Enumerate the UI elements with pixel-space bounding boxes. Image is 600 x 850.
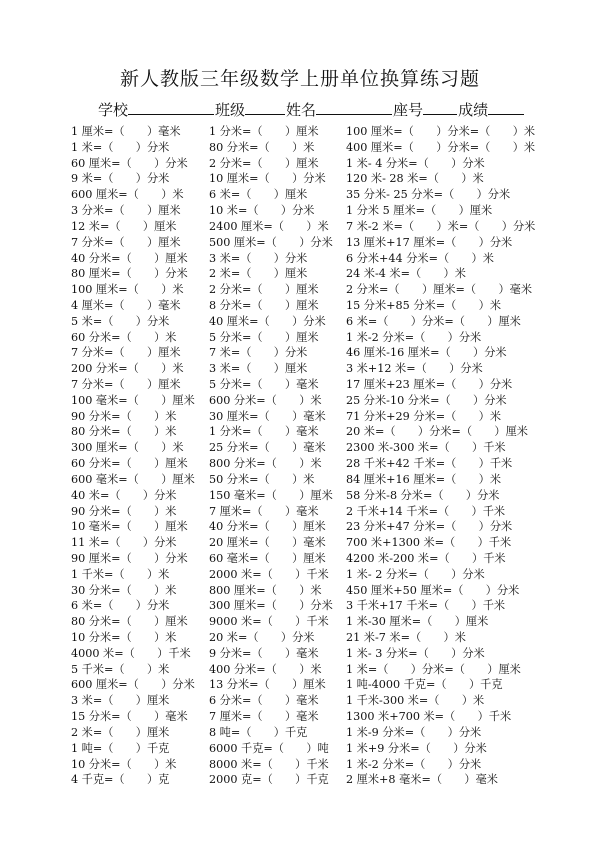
exercise-item: 4200 米-200 米=（ ）千米: [346, 551, 506, 565]
exercise-item: 4000 米=（ ）千米: [71, 646, 191, 660]
exercise-column-1: [71, 124, 195, 788]
exercise-item: 23 分米+47 分米=（ ）分米: [346, 520, 513, 534]
exercise-item: 90 分米=（ ）米: [71, 409, 177, 423]
exercise-item: 7 厘米=（ ）毫米: [209, 710, 319, 724]
exercise-item: 1 米-2 分米=（ ）分米: [346, 330, 482, 344]
exercise-item: 600 厘米=（ ）分米: [71, 678, 195, 692]
exercise-item: 1 分米 5 厘米=（ ）厘米: [346, 204, 493, 218]
exercise-item: 7 米-2 米=（ ）米=（ ）分米: [346, 219, 536, 233]
exercise-item: 58 分米-8 分米=（ ）分米: [346, 488, 500, 502]
exercise-item: 13 分米=（ ）厘米: [209, 678, 326, 692]
exercise-item: 7 厘米=（ ）毫米: [209, 504, 319, 518]
exercise-item: 6 米=（ ）分米=（ ）厘米: [346, 314, 521, 328]
exercise-item: 1 米- 4 分米=（ ）分米: [346, 156, 485, 170]
exercise-item: 8000 米=（ ）千米: [209, 757, 329, 771]
exercise-item: 10 分米=（ ）米: [71, 757, 177, 771]
exercise-item: 600 厘米=（ ）米: [71, 188, 184, 202]
exercise-item: 1 千米=（ ）米: [71, 567, 170, 581]
exercise-item: 60 厘米=（ ）分米: [71, 156, 188, 170]
exercise-item: 2000 克=（ ）千克: [209, 773, 329, 787]
exercise-item: 6000 千克=（ ）吨: [209, 741, 329, 755]
exercise-item: 4 千克=（ ）克: [71, 773, 170, 787]
exercise-item: 1300 米+700 米=（ ）千米: [346, 710, 512, 724]
exercise-item: 5 米=（ ）分米: [71, 314, 170, 328]
exercise-item: 25 分米=（ ）毫米: [209, 441, 326, 455]
exercise-item: 80 厘米=（ ）分米: [71, 267, 188, 281]
exercise-item: 1 分米=（ ）厘米: [209, 125, 319, 138]
exercise-item: 12 米=（ ）厘米: [71, 219, 177, 233]
exercise-item: 800 厘米=（ ）米: [209, 583, 322, 597]
seat-label: 座号: [393, 101, 424, 119]
exercise-item: 60 毫米=（ ）厘米: [209, 551, 326, 565]
exercise-item: 20 米=（ ）分米=（ ）厘米: [346, 425, 528, 439]
exercise-item: 4 厘米=（ ）毫米: [71, 298, 181, 312]
exercise-item: 21 米-7 米=（ ）米: [346, 631, 466, 644]
exercise-item: 40 分米=（ ）厘米: [71, 251, 188, 265]
exercise-item: 24 米-4 米=（ ）米: [346, 267, 466, 281]
exercise-item: 2 分米=（ ）厘米: [209, 283, 319, 297]
exercise-item: 11 米=（ ）分米: [71, 536, 177, 550]
exercise-item: 71 分米+29 分米=（ ）米: [346, 409, 502, 423]
exercise-item: 1 吨-4000 千克=（ ）千克: [346, 678, 503, 692]
exercise-item: 5 分米=（ ）厘米: [209, 330, 319, 344]
exercise-item: 90 厘米=（ ）分米: [71, 551, 188, 565]
exercise-item: 1 米+9 分米=（ ）分米: [346, 741, 487, 755]
exercise-item: 13 厘米+17 厘米=（ ）分米: [346, 235, 513, 249]
exercise-item: 10 米=（ ）分米: [209, 204, 315, 218]
exercise-item: 450 厘米+50 厘米=（ ）分米: [346, 583, 520, 597]
exercise-item: 15 分米+85 分米=（ ）米: [346, 298, 502, 312]
exercise-item: 500 厘米=（ ）分米: [209, 235, 333, 249]
name-field[interactable]: [316, 99, 392, 115]
exercise-item: 6 分米=（ ）毫米: [209, 694, 319, 708]
exercise-item: 30 厘米=（ ）毫米: [209, 409, 326, 423]
exercise-item: 300 厘米=（ ）米: [71, 441, 184, 455]
exercise-item: 17 厘米+23 厘米=（ ）分米: [346, 378, 513, 391]
exercise-item: 1 厘米=（ ）毫米: [71, 125, 181, 138]
exercise-item: 46 厘米-16 厘米=（ ）分米: [346, 346, 507, 360]
exercise-item: 60 分米=（ ）厘米: [71, 457, 188, 471]
exercise-item: 80 分米=（ ）米: [209, 140, 315, 154]
exercise-item: 700 米+1300 米=（ ）千米: [346, 536, 512, 550]
score-label: 成绩: [458, 101, 489, 119]
exercise-item: 1 米- 3 分米=（ ）分米: [346, 646, 485, 660]
exercise-item: 150 毫米=（ ）厘米: [209, 488, 333, 502]
school-field[interactable]: [128, 99, 214, 115]
exercise-item: 100 毫米=（ ）厘米: [71, 393, 195, 407]
exercise-item: 1 米=（ ）分米=（ ）厘米: [346, 662, 521, 676]
exercise-item: 200 分米=（ ）米: [71, 362, 184, 376]
exercise-item: 400 分米=（ ）米: [209, 662, 322, 676]
exercise-item: 100 厘米=（ ）米: [71, 283, 184, 297]
exercise-item: 15 分米=（ ）毫米: [71, 710, 188, 724]
class-label: 班级: [215, 101, 246, 119]
seat-field[interactable]: [423, 99, 457, 115]
exercise-item: 1 米-9 分米=（ ）分米: [346, 725, 482, 739]
exercise-item: 50 分米=（ ）米: [209, 472, 315, 486]
exercise-item: 7 分米=（ ）厘米: [71, 378, 181, 391]
exercise-item: 6 米=（ ）分米: [71, 599, 170, 613]
student-info-line: [98, 99, 525, 120]
exercise-item: 40 分米=（ ）厘米: [209, 520, 326, 534]
exercise-item: 40 米=（ ）分米: [71, 488, 177, 502]
exercise-item: 20 米=（ ）分米: [209, 631, 315, 644]
exercise-item: 9000 米=（ ）千米: [209, 615, 329, 629]
exercise-item: 10 厘米=（ ）分米: [209, 172, 326, 186]
exercise-item: 7 米=（ ）分米: [209, 346, 308, 360]
exercise-item: 2 厘米+8 毫米=（ ）毫米: [346, 773, 498, 787]
exercise-item: 5 千米=（ ）米: [71, 662, 170, 676]
exercise-item: 8 吨=（ ）千克: [209, 725, 308, 739]
exercise-item: 8 分米=（ ）厘米: [209, 298, 319, 312]
exercise-item: 84 厘米+16 厘米=（ ）米: [346, 472, 502, 486]
exercise-item: 3 米+12 米=（ ）分米: [346, 362, 483, 376]
exercise-item: 60 分米=（ ）米: [71, 330, 177, 344]
exercise-item: 80 分米=（ ）米: [71, 425, 177, 439]
exercise-item: 1 千米-300 米=（ ）米: [346, 694, 485, 708]
exercise-item: 800 分米=（ ）米: [209, 457, 322, 471]
exercise-item: 2 米=（ ）厘米: [209, 267, 308, 281]
score-field[interactable]: [488, 99, 524, 115]
exercise-item: 2 千米+14 千米=（ ）千米: [346, 504, 506, 518]
exercise-item: 1 吨=（ ）千克: [71, 741, 170, 755]
exercise-item: 10 分米=（ ）米: [71, 631, 177, 644]
exercise-item: 25 分米-10 分米=（ ）分米: [346, 393, 507, 407]
exercise-item: 7 分米=（ ）厘米: [71, 235, 181, 249]
exercise-column-3: [346, 124, 535, 788]
exercise-item: 40 厘米=（ ）分米: [209, 314, 326, 328]
exercise-item: 300 厘米=（ ）分米: [209, 599, 333, 613]
exercise-item: 6 米=（ ）厘米: [209, 188, 308, 202]
exercise-item: 3 米=（ ）厘米: [209, 362, 308, 376]
name-label: 姓名: [286, 101, 317, 119]
exercise-item: 1 分米=（ ）毫米: [209, 425, 319, 439]
exercise-item: 3 米=（ ）厘米: [71, 694, 170, 708]
exercise-item: 120 米- 28 米=（ ）米: [346, 172, 484, 186]
exercise-item: 35 分米- 25 分米=（ ）分米: [346, 188, 511, 202]
exercise-column-2: [209, 124, 333, 788]
exercise-item: 2 分米=（ ）厘米=（ ）毫米: [346, 283, 533, 297]
exercise-item: 600 分米=（ ）米: [209, 393, 322, 407]
exercise-item: 80 分米=（ ）厘米: [71, 615, 188, 629]
exercise-item: 1 米=（ ）分米: [71, 140, 170, 154]
exercise-item: 3 千米+17 千米=（ ）千米: [346, 599, 506, 613]
school-label: 学校: [98, 101, 129, 119]
exercise-item: 2400 厘米=（ ）米: [209, 219, 329, 233]
exercise-item: 5 分米=（ ）毫米: [209, 378, 319, 391]
exercise-item: 2 米=（ ）厘米: [71, 725, 170, 739]
exercise-item: 9 米=（ ）分米: [71, 172, 170, 186]
class-field[interactable]: [245, 99, 285, 115]
exercise-item: 1 米-2 分米=（ ）分米: [346, 757, 482, 771]
exercise-item: 9 分米=（ ）毫米: [209, 646, 319, 660]
exercise-item: 2300 米-300 米=（ ）千米: [346, 441, 506, 455]
exercise-item: 28 千米+42 千米=（ ）千米: [346, 457, 513, 471]
exercise-item: 7 分米=（ ）厘米: [71, 346, 181, 360]
exercise-item: 20 厘米=（ ）毫米: [209, 536, 326, 550]
exercise-item: 600 毫米=（ ）厘米: [71, 472, 195, 486]
exercise-item: 3 分米=（ ）厘米: [71, 204, 181, 218]
exercise-item: 30 分米=（ ）米: [71, 583, 177, 597]
exercise-item: 10 毫米=（ ）厘米: [71, 520, 188, 534]
exercise-item: 90 分米=（ ）米: [71, 504, 177, 518]
exercise-item: 2000 米=（ ）千米: [209, 567, 329, 581]
exercise-item: 6 分米+44 分米=（ ）米: [346, 251, 494, 265]
exercise-item: 1 米-30 厘米=（ ）厘米: [346, 615, 489, 629]
exercise-item: 1 米- 2 分米=（ ）分米: [346, 567, 485, 581]
exercise-item: 2 分米=（ ）厘米: [209, 156, 319, 170]
exercise-item: 100 厘米=（ ）分米=（ ）米: [346, 125, 536, 138]
exercise-item: 400 厘米=（ ）分米=（ ）米: [346, 140, 536, 154]
exercise-item: 3 米=（ ）分米: [209, 251, 308, 265]
page-title: 新人教版三年级数学上册单位换算练习题: [119, 68, 480, 90]
